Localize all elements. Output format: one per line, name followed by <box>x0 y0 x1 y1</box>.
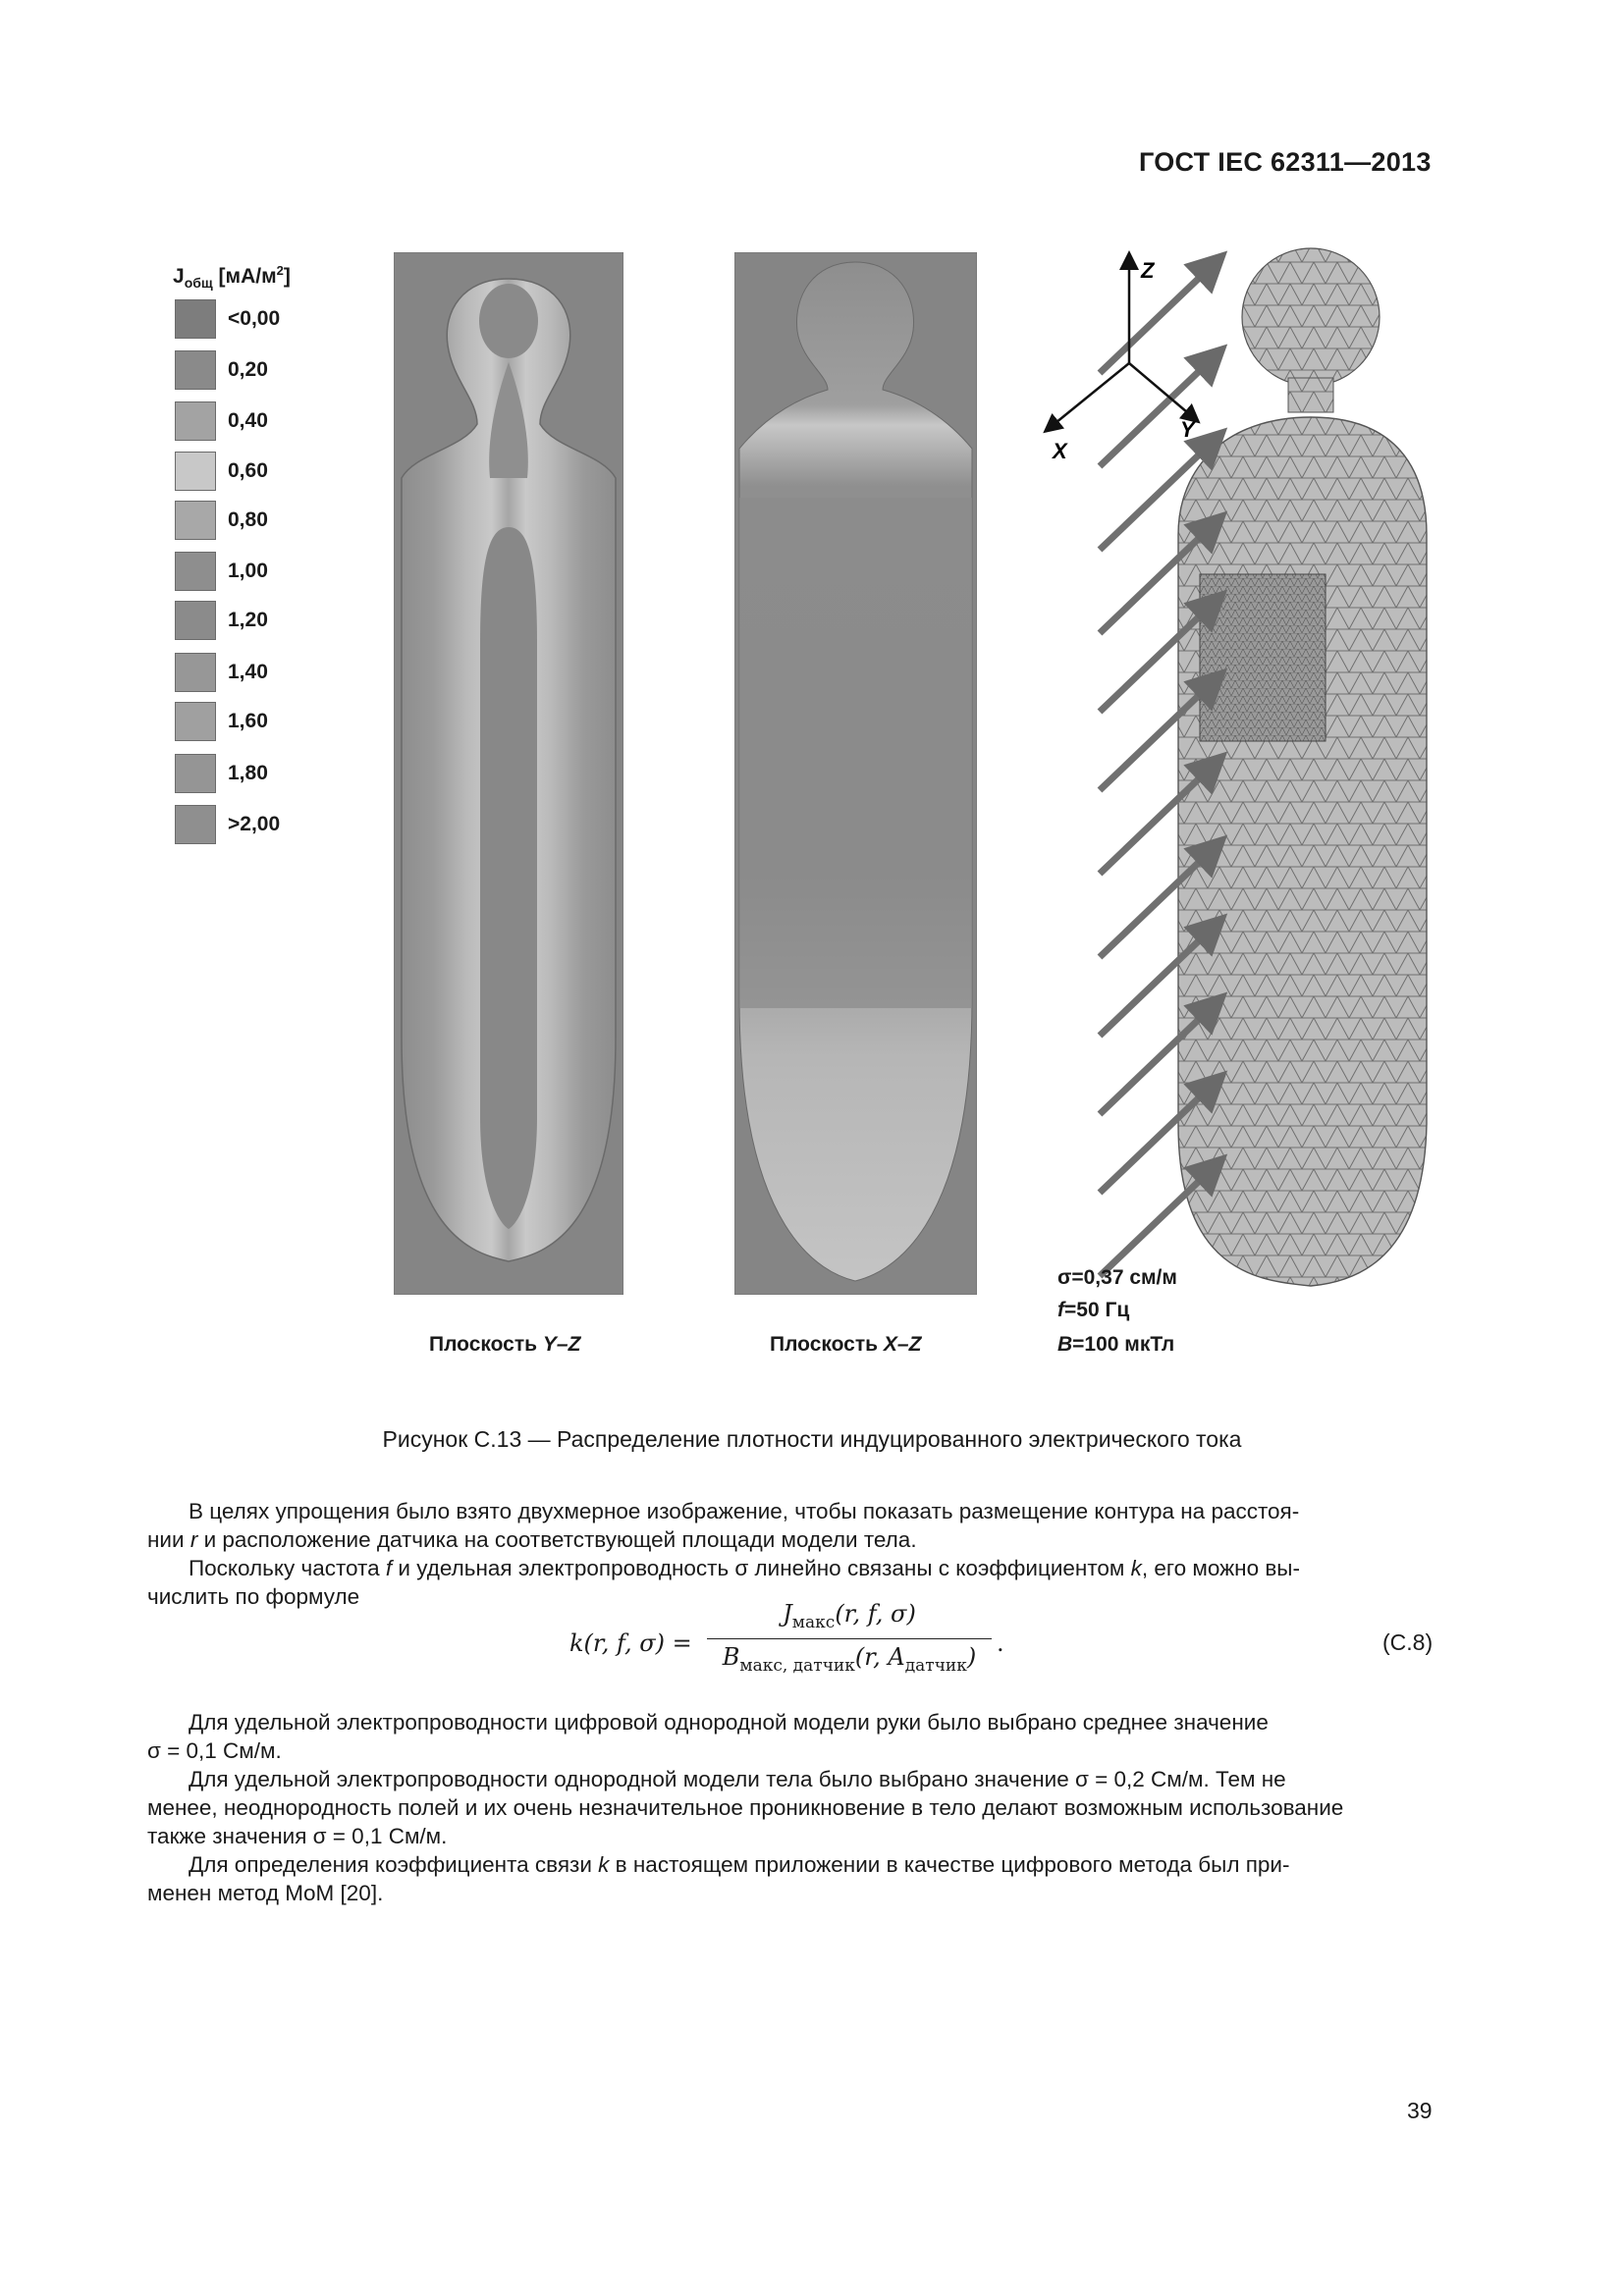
p4-line3: также значения σ = 0,1 См/м. <box>147 1824 448 1848</box>
formula-den-close: ) <box>966 1643 977 1671</box>
paragraph-3 <box>147 1708 1445 1765</box>
mesh-head <box>1242 248 1380 386</box>
legend-swatch <box>175 452 216 491</box>
p2-pre: Поскольку частота <box>189 1556 386 1580</box>
legend-swatch <box>175 805 216 844</box>
paragraph-5 <box>147 1850 1445 1907</box>
legend-item <box>175 653 322 696</box>
formula-k: k <box>569 1629 584 1657</box>
p4-line1: Для удельной электропроводности однородной модели тела было выбрано значение σ = 0,2 См/м. Тем не <box>189 1767 1286 1791</box>
legend-item <box>175 501 322 544</box>
figure-caption: Рисунок С.13 — Распределение плотности индуцированного электрического тока <box>382 1426 1242 1452</box>
formula-J-sub: макс <box>791 1612 836 1632</box>
axis-z-label: Z <box>1141 258 1155 283</box>
p5-line2: менен метод MoM [20]. <box>147 1881 384 1905</box>
legend-label: 1,40 <box>228 661 268 683</box>
formula-denominator <box>707 1643 992 1676</box>
p1-r: r <box>189 1527 198 1552</box>
formula-lhs <box>569 1629 692 1657</box>
paragraph-1 <box>147 1497 1445 1554</box>
p2-k: k <box>1130 1556 1142 1580</box>
legend-label: 1,00 <box>228 560 268 582</box>
legend-item <box>175 401 322 445</box>
axis-x-line <box>1051 363 1129 427</box>
legend-label: 1,60 <box>228 710 268 732</box>
frequency-value: =50 Гц <box>1064 1299 1130 1321</box>
formula-J: J <box>783 1600 792 1628</box>
formula-end: . <box>997 1629 1004 1657</box>
formula-den-args: (r, A <box>854 1643 905 1671</box>
formula-B: B <box>722 1643 740 1671</box>
legend-swatch <box>175 653 216 692</box>
legend-item <box>175 601 322 644</box>
field-arrow <box>1100 265 1213 373</box>
legend-title <box>173 263 291 291</box>
legend-item <box>175 754 322 797</box>
p1-line2-post: и расположение датчика на соответствующей площади модели тела. <box>197 1527 917 1552</box>
legend-item <box>175 702 322 745</box>
field-symbol: B <box>1057 1333 1073 1356</box>
yz-plane-caption <box>429 1333 580 1357</box>
p5-post: в настоящем приложении в качестве цифрового метода был при- <box>609 1852 1290 1877</box>
fraction-bar <box>707 1638 992 1639</box>
sensor-area <box>1200 574 1326 741</box>
yz-trunk-core <box>480 527 537 1229</box>
legend-label: <0,00 <box>228 307 281 330</box>
formula-A-sub: датчик <box>904 1655 967 1676</box>
mesh-torso <box>1178 417 1427 1286</box>
field-value: =100 мкТл <box>1072 1333 1175 1356</box>
legend-title-unit: [мА/м <box>218 265 277 288</box>
yz-caption-text: Плоскость <box>429 1333 543 1356</box>
p5-k: k <box>598 1852 610 1877</box>
formula-lhs-args: (r, f, σ) = <box>583 1629 692 1657</box>
legend-swatch <box>175 601 216 640</box>
mesh-body <box>1178 248 1427 1286</box>
p4-line2: менее, неоднородность полей и их очень незначительное проникновение в тело делают возможным использование <box>147 1795 1344 1820</box>
conductivity-param: σ=0,37 см/м <box>1057 1266 1177 1289</box>
legend-swatch <box>175 350 216 390</box>
yz-caption-em: Y–Z <box>542 1333 581 1356</box>
legend-title-symbol: J <box>173 265 185 288</box>
axis-y-label: Y <box>1180 417 1195 442</box>
legend-label: 1,80 <box>228 762 268 784</box>
xz-caption-em: X–Z <box>883 1333 922 1356</box>
legend-label: 1,20 <box>228 609 268 631</box>
legend-item <box>175 452 322 495</box>
page-number: 39 <box>1407 2098 1433 2123</box>
formula-num-args: (r, f, σ) <box>835 1600 916 1628</box>
p5-pre: Для определения коэффициента связи <box>189 1852 599 1877</box>
p1-line2-pre: нии <box>147 1527 190 1552</box>
legend-swatch <box>175 754 216 793</box>
equation-label: (С.8) <box>1382 1629 1434 1655</box>
legend-item <box>175 552 322 595</box>
paragraph-4 <box>147 1765 1445 1850</box>
legend-title-sub: общ <box>184 275 213 292</box>
formula-numerator <box>712 1600 987 1632</box>
xz-caption-text: Плоскость <box>770 1333 884 1356</box>
legend-title-unit-sup: 2 <box>276 263 284 278</box>
mesh-body-panel <box>1031 240 1443 1310</box>
legend-swatch <box>175 299 216 339</box>
frequency-param <box>1057 1299 1129 1322</box>
p2-line2: числить по формуле <box>147 1584 360 1609</box>
p2-post: , его можно вы- <box>1141 1556 1300 1580</box>
legend-title-unit-end: ] <box>283 265 291 288</box>
p1-line1: В целях упрощения было взято двухмерное изображение, чтобы показать размещение контура на расстоя- <box>189 1499 1300 1523</box>
legend-label: 0,20 <box>228 358 268 381</box>
p3-line2: σ = 0,1 См/м. <box>147 1738 282 1763</box>
mesh-neck <box>1288 378 1333 412</box>
p3-line1: Для удельной электропроводности цифровой однородной модели руки было выбрано среднее значение <box>189 1710 1269 1735</box>
legend-swatch <box>175 702 216 741</box>
xz-plane-panel <box>734 252 977 1295</box>
document-header: ГОСТ IEC 62311—2013 <box>1139 147 1432 177</box>
legend-swatch <box>175 401 216 441</box>
yz-plane-panel <box>394 252 623 1295</box>
legend-item <box>175 299 322 343</box>
yz-head-core <box>479 284 538 358</box>
legend-item <box>175 805 322 848</box>
p2-mid: и удельная электропроводность σ линейно связаны с коэффициентом <box>392 1556 1131 1580</box>
legend-item <box>175 350 322 394</box>
legend-label: >2,00 <box>228 813 281 835</box>
frequency-symbol: f <box>1057 1299 1064 1321</box>
xz-torso-band <box>739 498 972 1008</box>
field-param <box>1057 1333 1174 1357</box>
formula-B-sub: макс, датчик <box>739 1655 855 1676</box>
legend-label: 0,40 <box>228 409 268 432</box>
legend-swatch <box>175 501 216 540</box>
legend-swatch <box>175 552 216 591</box>
axis-x-label: X <box>1053 439 1067 463</box>
legend-label: 0,60 <box>228 459 268 482</box>
p2-f: f <box>385 1556 393 1580</box>
legend-label: 0,80 <box>228 508 268 531</box>
xz-plane-caption <box>770 1333 921 1357</box>
